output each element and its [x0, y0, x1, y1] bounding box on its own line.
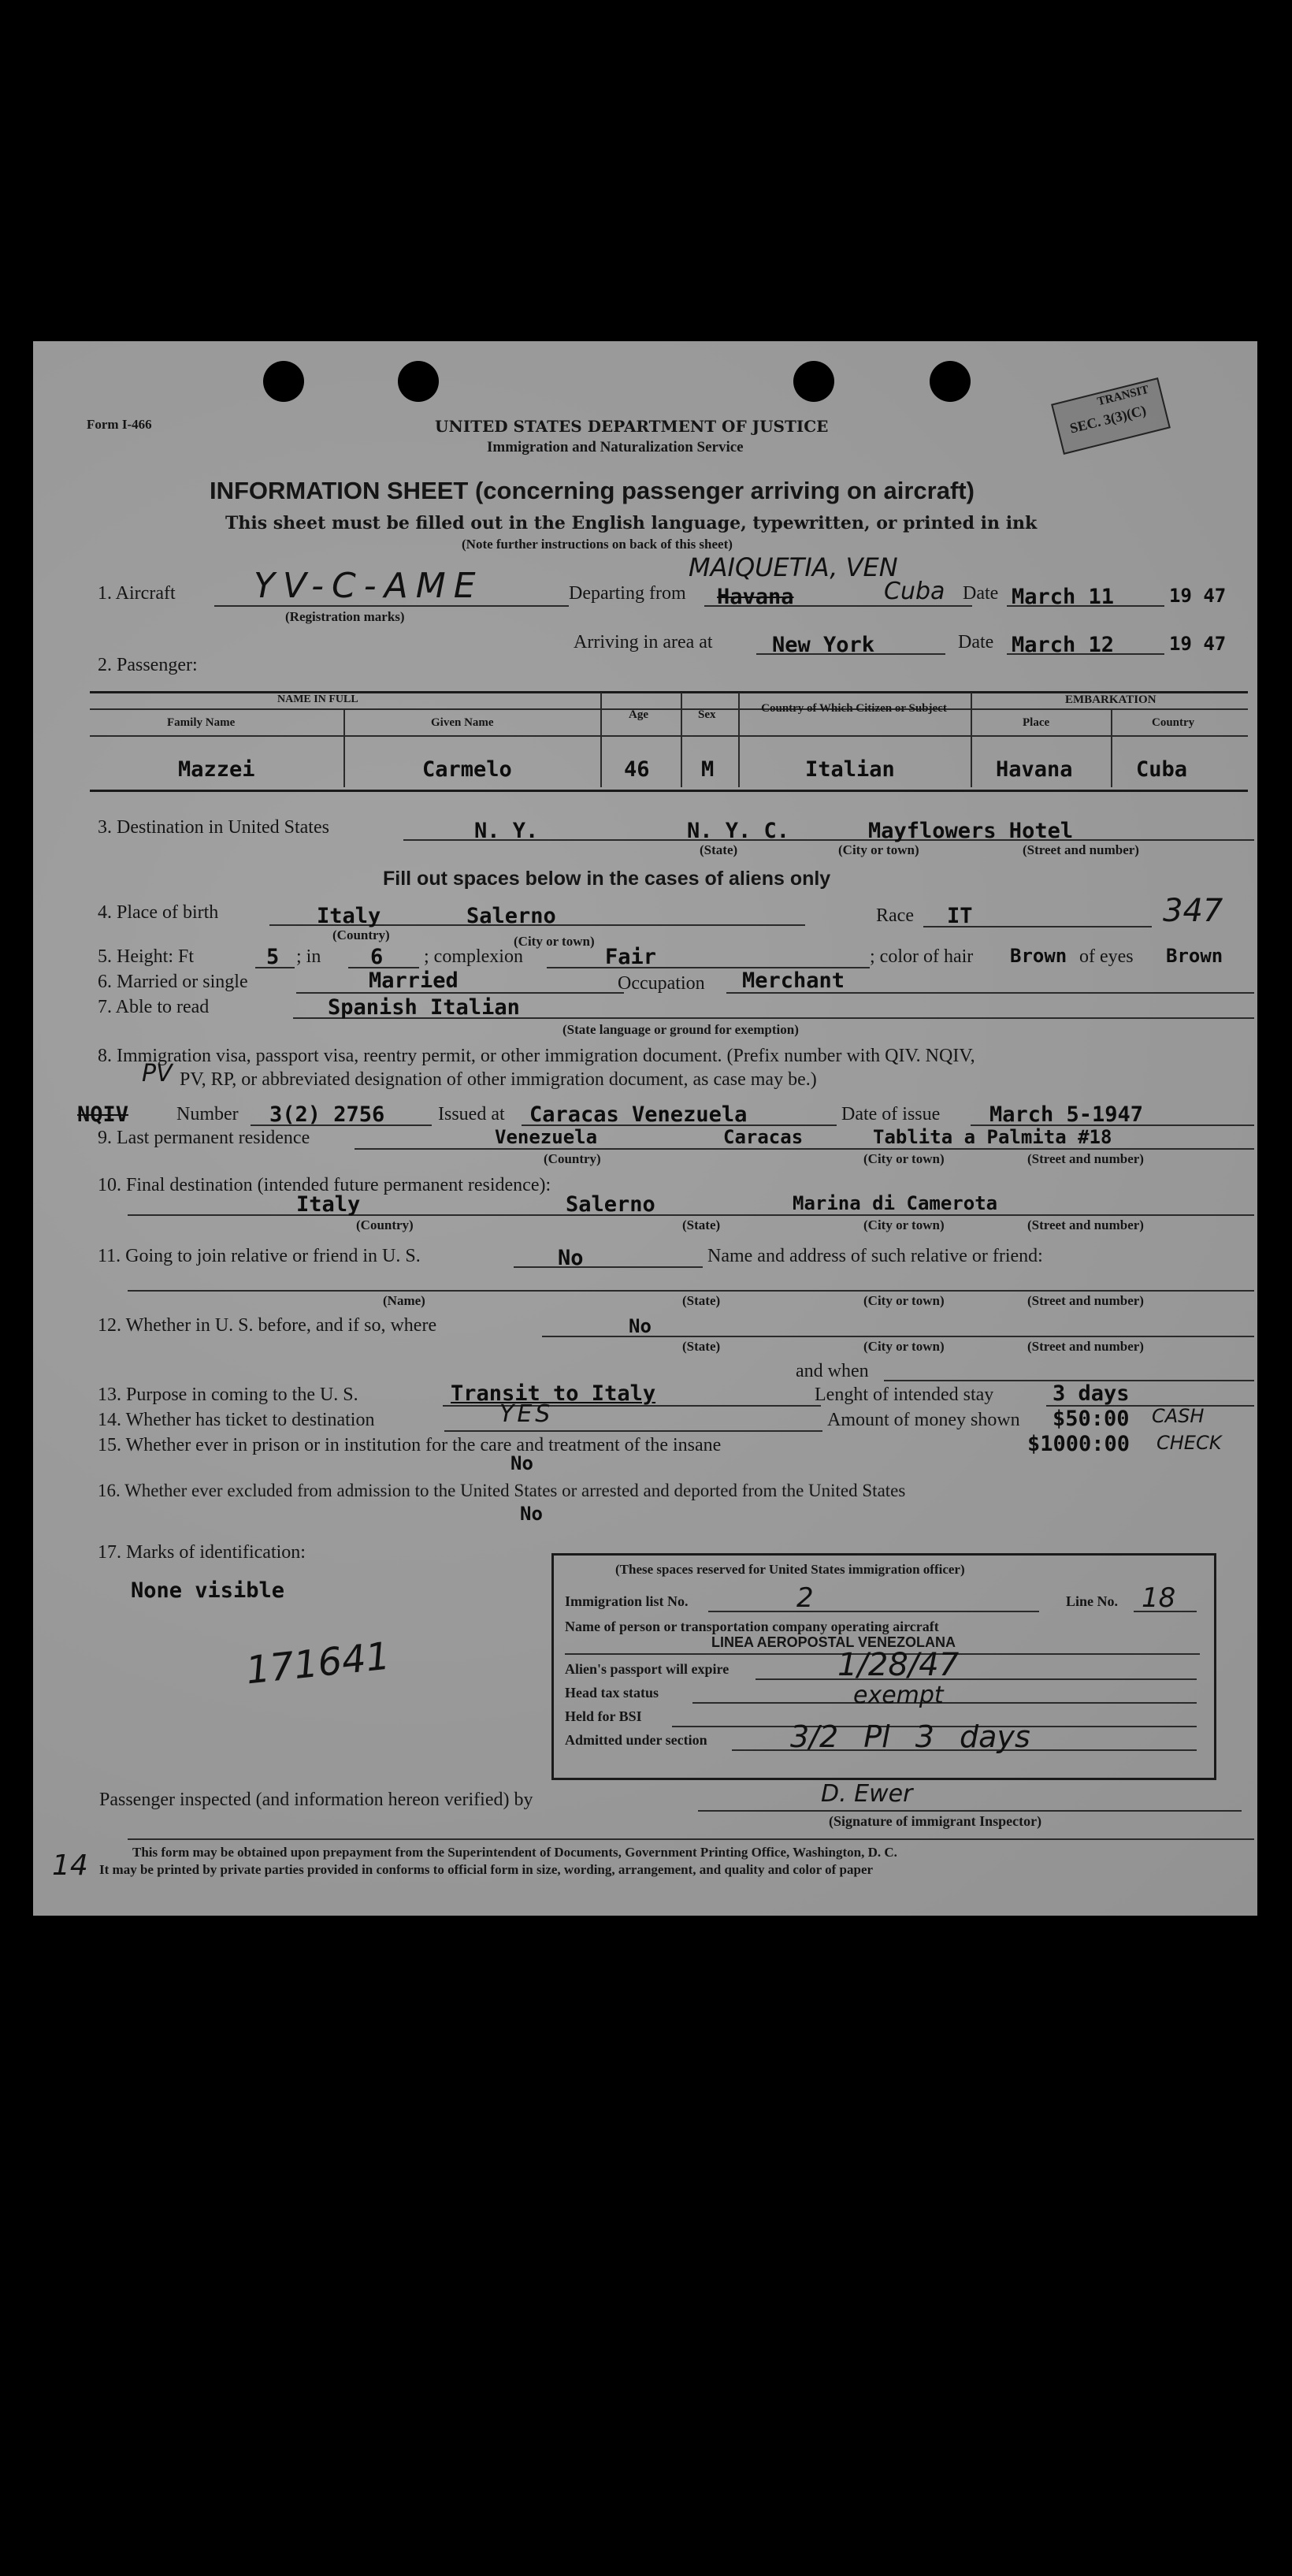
- stay-label: Lenght of intended stay: [815, 1385, 994, 1405]
- before-state-caption: (State): [682, 1339, 721, 1354]
- visa-number-label: Number: [176, 1104, 239, 1124]
- passenger-sex: M: [701, 757, 715, 782]
- arriving-year: 19 47: [1169, 633, 1227, 655]
- citizen-country-header: Country of Which Citizen or Subject: [761, 702, 947, 715]
- punch-hole: [263, 361, 304, 402]
- date-of-issue: March 5-1947: [989, 1102, 1144, 1127]
- race-label: Race: [876, 905, 914, 926]
- birth-country: Italy: [317, 904, 381, 928]
- check-amount: $1000:00: [1027, 1432, 1130, 1456]
- issued-at-value: Caracas Venezuela: [529, 1102, 748, 1127]
- complexion-label: ; complexion: [424, 946, 523, 967]
- officer-reserved-box: [551, 1553, 1216, 1780]
- final-country: Italy: [296, 1192, 361, 1217]
- residence-street: Tablita a Palmita #18: [873, 1126, 1112, 1148]
- departing-country-handwritten: Cuba: [884, 578, 945, 605]
- transit-stamp: TRANSIT SEC. 3(3)(C): [1051, 377, 1171, 455]
- departing-from-typed: Havana: [717, 585, 794, 609]
- inspector-signature: D. Ewer: [821, 1780, 913, 1808]
- before-value: No: [629, 1315, 652, 1337]
- join-street-caption: (Street and number): [1027, 1293, 1144, 1308]
- aircraft-label: 1. Aircraft: [98, 583, 176, 604]
- hair-label: ; color of hair: [870, 946, 974, 967]
- money-label: Amount of money shown: [827, 1410, 1020, 1430]
- join-value: No: [558, 1246, 584, 1270]
- final-city-caption: (City or town): [863, 1217, 945, 1232]
- given-name-header: Given Name: [431, 716, 494, 729]
- arriving-date: March 12: [1012, 633, 1115, 657]
- before-street-caption: (Street and number): [1027, 1339, 1144, 1354]
- residence-country-caption: (Country): [544, 1151, 601, 1166]
- inches-label: ; in: [296, 946, 321, 967]
- join-state-caption: (State): [682, 1293, 721, 1308]
- punch-hole: [793, 361, 834, 402]
- instructions: This sheet must be filled out in the English language, typewritten, or printed in ink: [225, 513, 1038, 533]
- line-label: Line No.: [1066, 1593, 1119, 1609]
- height-label: 5. Height: Ft: [98, 946, 195, 967]
- visa-label: 8. Immigration visa, passport visa, reentry permit, or other immigration document. (Prefix number with QIV. NQIV,: [98, 1046, 975, 1066]
- visa-prefix: NQIV: [77, 1102, 129, 1127]
- marks-value: None visible: [131, 1578, 285, 1603]
- visa-number: 3(2) 2756: [269, 1102, 385, 1127]
- department-name: UNITED STATES DEPARTMENT OF JUSTICE: [435, 417, 829, 436]
- residence-street-caption: (Street and number): [1027, 1151, 1144, 1166]
- money-value: $50:00: [1053, 1407, 1130, 1431]
- married-value: Married: [369, 968, 459, 993]
- final-street-caption: (Street and number): [1027, 1217, 1144, 1232]
- join-label: 11. Going to join relative or friend in U. S.: [98, 1246, 421, 1266]
- destination-city: N. Y. C.: [687, 819, 790, 843]
- departing-from-handwritten: MAIQUETIA, VEN: [689, 552, 898, 582]
- passport-label: Alien's passport will expire: [565, 1661, 730, 1677]
- ticket-value: YES: [499, 1400, 554, 1428]
- inspected-label: Passenger inspected (and information hereon verified) by: [99, 1790, 533, 1810]
- occupation-value: Merchant: [742, 968, 845, 993]
- registration-caption: (Registration marks): [285, 609, 405, 624]
- residence-city: Caracas: [723, 1126, 804, 1148]
- destination-label: 3. Destination in United States: [98, 817, 329, 838]
- passenger-citizenship: Italian: [805, 757, 895, 782]
- name-in-full-header: NAME IN FULL: [277, 693, 358, 705]
- street-caption: (Street and number): [1023, 842, 1139, 857]
- signature-caption: (Signature of immigrant Inspector): [829, 1813, 1042, 1829]
- prison-value: No: [510, 1452, 533, 1474]
- family-name-header: Family Name: [167, 716, 236, 729]
- before-city-caption: (City or town): [863, 1339, 945, 1354]
- final-state-caption: (State): [682, 1217, 721, 1232]
- departing-date: March 11: [1012, 585, 1115, 609]
- aliens-heading: Fill out spaces below in the cases of aliens only: [383, 868, 831, 890]
- destination-street: Mayflowers Hotel: [868, 819, 1074, 843]
- company-label: Name of person or transportation company operating aircraft: [565, 1619, 939, 1634]
- passenger-family-name: Mazzei: [178, 757, 255, 782]
- place-header: Place: [1023, 716, 1050, 729]
- arriving-place: New York: [772, 633, 875, 657]
- punch-hole: [398, 361, 439, 402]
- list-number: 2: [796, 1582, 814, 1614]
- final-destination-label: 10. Final destination (intended future permanent residence):: [98, 1175, 551, 1195]
- hair-value: Brown: [1010, 945, 1067, 967]
- line-number: 18: [1142, 1582, 1176, 1614]
- final-country-caption: (Country): [356, 1217, 414, 1232]
- passenger-label: 2. Passenger:: [98, 655, 198, 675]
- purpose-value: Transit to Italy: [451, 1381, 656, 1406]
- birth-country-caption: (Country): [332, 927, 390, 942]
- punch-hole: [930, 361, 971, 402]
- visa-prefix-handwritten: PV: [142, 1060, 173, 1087]
- read-label: 7. Able to read: [98, 997, 210, 1017]
- race-value: IT: [947, 904, 973, 928]
- aircraft-registration: YV-C-AME: [254, 566, 484, 606]
- final-state: Salerno: [566, 1192, 655, 1217]
- issued-at-label: Issued at: [438, 1104, 505, 1124]
- join-name-caption: (Name): [383, 1293, 425, 1308]
- join-city-caption: (City or town): [863, 1293, 945, 1308]
- tax-status: exempt: [853, 1682, 944, 1709]
- occupation-label: Occupation: [618, 973, 705, 994]
- footer-line-1: This form may be obtained upon prepayment from the Superintendent of Documents, Government Printing Office, Washington, D. C.: [132, 1845, 897, 1860]
- eyes-value: Brown: [1166, 945, 1223, 967]
- admit-label: Admitted under section: [565, 1732, 707, 1748]
- form-number: Form I-466: [87, 417, 152, 432]
- purpose-label: 13. Purpose in coming to the U. S.: [98, 1385, 358, 1405]
- stay-value: 3 days: [1053, 1381, 1130, 1406]
- passport-expiry: 1/28/47: [837, 1647, 960, 1683]
- arriving-label: Arriving in area at: [574, 632, 713, 652]
- eyes-label: of eyes: [1079, 946, 1134, 967]
- company-name: LINEA AEROPOSTAL VENEZOLANA: [711, 1634, 956, 1650]
- bsi-label: Held for BSI: [565, 1708, 642, 1724]
- handwritten-id-number: 171641: [243, 1634, 392, 1693]
- state-caption: (State): [700, 842, 738, 857]
- visa-label-2: PV, RP, or abbreviated designation of other immigration document, as case may be.): [180, 1069, 817, 1090]
- height-feet: 5: [266, 945, 280, 969]
- married-label: 6. Married or single: [98, 972, 248, 992]
- sex-header: Sex: [698, 708, 716, 721]
- footer-line-2: It may be printed by private parties provided in conforms to official form in size, wording, arrangement, and quality and color of paper: [99, 1862, 874, 1877]
- birth-city-caption: (City or town): [514, 934, 595, 949]
- before-label: 12. Whether in U. S. before, and if so, where: [98, 1315, 437, 1336]
- passenger-given-name: Carmelo: [422, 757, 512, 782]
- excluded-value: No: [520, 1503, 543, 1525]
- residence-label: 9. Last permanent residence: [98, 1128, 310, 1148]
- and-when-label: and when: [796, 1361, 869, 1381]
- arriving-date-label: Date: [958, 632, 994, 652]
- embarkation-place: Havana: [996, 757, 1073, 782]
- birth-city: Salerno: [466, 904, 556, 928]
- departing-date-label: Date: [963, 583, 999, 604]
- tax-label: Head tax status: [565, 1685, 659, 1701]
- birth-label: 4. Place of birth: [98, 902, 219, 923]
- page-title: INFORMATION SHEET (concerning passenger arriving on aircraft): [210, 477, 975, 504]
- embark-country-header: Country: [1152, 716, 1195, 729]
- height-inches: 6: [370, 945, 384, 969]
- ticket-label: 14. Whether has ticket to destination: [98, 1410, 375, 1430]
- embarkation-country: Cuba: [1136, 757, 1188, 782]
- destination-state: N. Y.: [474, 819, 539, 843]
- city-caption: (City or town): [838, 842, 919, 857]
- complexion-value: Fair: [605, 945, 657, 969]
- admit-section: 3/2 Pl 3 days: [790, 1719, 1030, 1754]
- money-handwritten: CASH: [1152, 1405, 1205, 1427]
- age-header: Age: [629, 708, 648, 721]
- departing-year: 19 47: [1169, 585, 1227, 607]
- prison-label: 15. Whether ever in prison or in institution for the care and treatment of the insane: [98, 1435, 722, 1455]
- reserved-heading: (These spaces reserved for United States immigration officer): [615, 1562, 965, 1577]
- marks-label: 17. Marks of identification:: [98, 1542, 306, 1563]
- final-city: Marina di Camerota: [793, 1192, 998, 1214]
- handwritten-number: 347: [1163, 893, 1223, 929]
- service-name: Immigration and Naturalization Service: [487, 439, 744, 455]
- list-label: Immigration list No.: [565, 1593, 689, 1609]
- margin-handwritten-number: 14: [52, 1849, 88, 1882]
- document-sheet: [33, 341, 1257, 1916]
- embarkation-header: EMBARKATION: [1065, 693, 1156, 706]
- residence-country: Venezuela: [495, 1126, 598, 1148]
- departing-label: Departing from: [569, 583, 686, 604]
- excluded-label: 16. Whether ever excluded from admission to the United States or arrested and deported from the United States: [98, 1481, 906, 1500]
- residence-city-caption: (City or town): [863, 1151, 945, 1166]
- check-handwritten: CHECK: [1156, 1432, 1222, 1454]
- read-caption: (State language or ground for exemption): [562, 1022, 799, 1037]
- read-value: Spanish Italian: [328, 995, 520, 1020]
- join-label-2: Name and address of such relative or friend:: [707, 1246, 1043, 1266]
- passenger-age: 46: [624, 757, 650, 782]
- instructions-note: (Note further instructions on back of this sheet): [462, 537, 733, 552]
- date-of-issue-label: Date of issue: [841, 1104, 941, 1124]
